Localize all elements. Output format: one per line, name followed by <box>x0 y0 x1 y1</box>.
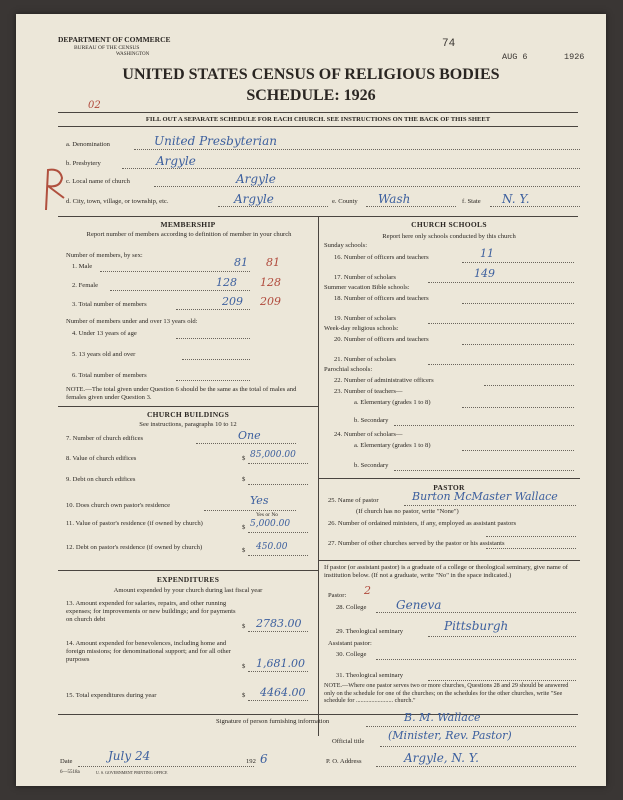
presbytery-label: b. Presbytery <box>66 160 101 167</box>
membership-intro: Report number of members according to definition of member in your church <box>86 231 292 238</box>
red-code-mark: 02 <box>88 100 101 111</box>
q28-label: 28. College <box>336 604 367 611</box>
denomination-label: a. Denomination <box>66 141 110 148</box>
q17-label: 17. Number of scholars <box>334 274 396 281</box>
q14-value: 1,681.00 <box>256 657 305 670</box>
edifice-value-label: 8. Value of church edifices <box>66 455 137 462</box>
q24b-label: b. Secondary <box>354 462 389 469</box>
residence-debt-value: 450.00 <box>256 542 288 552</box>
total-members-red-check: 209 <box>260 295 281 308</box>
county-label: e. County <box>332 198 358 205</box>
residence-value: Yes <box>250 494 269 507</box>
dept-label: DEPARTMENT OF COMMERCE <box>58 35 171 44</box>
female-value: 128 <box>216 276 237 289</box>
female-red-check: 128 <box>260 276 281 289</box>
q25-value: Burton McMaster Wallace <box>412 490 558 503</box>
county-value: Wash <box>378 192 411 206</box>
pastor-subheading: Pastor: <box>328 592 347 599</box>
total-members-value: 209 <box>222 295 243 308</box>
q25-label: 25. Name of pastor <box>328 497 379 504</box>
parochial-schools-label: Parochial schools: <box>324 366 373 373</box>
year-suffix: 6 <box>260 752 268 766</box>
year-prefix: 192 <box>246 758 256 765</box>
q29-value: Pittsburgh <box>444 619 509 633</box>
q24a-label: a. Elementary (grades 1 to 8) <box>354 442 431 449</box>
address-value: Argyle, N. Y. <box>404 751 479 765</box>
official-title-value: (Minister, Rev. Pastor) <box>388 729 512 742</box>
q18-label: 18. Number of officers and teachers <box>334 295 429 302</box>
residence-label: 10. Does church own pastor's residence <box>66 502 171 509</box>
q20-label: 20. Number of officers and teachers <box>334 336 429 343</box>
residence-value-value: 5,000.00 <box>250 519 291 529</box>
expenditures-intro: Amount expended by your church during last fiscal year <box>113 587 263 594</box>
q16-value: 11 <box>480 247 494 260</box>
date-value: July 24 <box>108 749 151 763</box>
assistant-subheading: Assistant pastor: <box>328 640 372 647</box>
q22-label: 22. Number of administrative officers <box>334 377 434 384</box>
q13-value: 2783.00 <box>256 617 302 630</box>
male-label: 1. Male <box>72 263 93 270</box>
location-label: d. City, town, village, or township, etc. <box>66 198 169 205</box>
form-number: 74 <box>442 38 456 50</box>
q16-label: 16. Number of officers and teachers <box>334 254 429 261</box>
denomination-value: United Presbyterian <box>154 134 278 148</box>
schools-intro: Report here only schools conducted by this church <box>382 233 516 240</box>
total6-label: 6. Total number of members <box>72 372 147 379</box>
membership-note: NOTE.—The total given under Question 6 should be the same as the total of males and females given under Question 3. <box>66 386 297 401</box>
pastor-red-mark: 2 <box>364 584 371 597</box>
instructions-line: FILL OUT A SEPARATE SCHEDULE FOR EACH CHURCH. SEE INSTRUCTIONS ON THE BACK OF THIS SHEET <box>145 116 491 123</box>
yes-no-hint: Yes or No <box>256 512 279 518</box>
by-sex-label: Number of members, by sex: <box>66 252 143 259</box>
city-label: WASHINGTON <box>116 52 150 57</box>
signature-value: B. M. Wallace <box>404 711 481 724</box>
male-value: 81 <box>234 256 248 269</box>
location-value: Argyle <box>234 192 274 206</box>
schools-heading: CHURCH SCHOOLS <box>411 220 487 229</box>
q24-label: 24. Number of scholars— <box>334 431 403 438</box>
residence-value-label: 11. Value of pastor's residence (if owned by church) <box>66 520 203 527</box>
q23b-label: b. Secondary <box>354 417 389 424</box>
q23-label: 23. Number of teachers— <box>334 388 403 395</box>
q30-label: 30. College <box>336 651 367 658</box>
weekday-schools-label: Week-day religious schools: <box>324 325 399 332</box>
official-title-label: Official title <box>332 738 365 745</box>
q26-label: 26. Number of ordained ministers, if any, employed as assistant pastors <box>328 520 517 527</box>
over13-label: 5. 13 years old and over <box>72 351 136 358</box>
q23a-label: a. Elementary (grades 1 to 8) <box>354 399 431 406</box>
under13-label: 4. Under 13 years of age <box>72 330 137 337</box>
sunday-schools-label: Sunday schools: <box>324 242 368 249</box>
bureau-label: BUREAU OF THE CENSUS <box>74 45 140 51</box>
edifice-value-value: 85,000.00 <box>250 450 296 460</box>
q15-label: 15. Total expenditures during year <box>66 692 157 699</box>
red-check-mark <box>36 164 70 214</box>
address-label: P. O. Address <box>326 758 362 765</box>
membership-heading: MEMBERSHIP <box>160 220 216 229</box>
q17-value: 149 <box>474 267 495 280</box>
female-label: 2. Female <box>72 282 99 289</box>
state-label: f. State <box>462 198 481 205</box>
q14-label: 14. Amount expended for benevolences, including home and foreign missions; for denominational support; and for all other purposes <box>66 640 231 663</box>
q27-label: 27. Number of other churches served by the pastor or his assistants <box>328 540 505 547</box>
date-label: Date <box>60 758 73 765</box>
q25-note: (If church has no pastor, write "None") <box>356 508 459 515</box>
census-schedule-sheet: DEPARTMENT OF COMMERCE BUREAU OF THE CENSUS WASHINGTON 74 AUG 6 1926 UNITED STATES CENSUS OF RELIGIOUS BODIES SCHEDULE: 1926 02 FILL OUT A SEPARATE SCHEDULE FOR EACH CHURCH. SEE INSTRUCTIONS ON THE BACK OF THIS SHEET a. Denomination United Presbyterian b. Presbytery Argyle c. Local name of church Argyle d. City, town, village, or township, etc. Argyle e. County Wash f. State N. Y. MEMBERSHIP Report number of members according to definition of member in your church Number of members, by sex: 1. Male 81 81 2. Female 128 128 3. Total number of members 209 209 Number of members under and over 13 years old: 4. Under 13 years of age 5. 13 years old and over 6. Total number of members NOTE.—The total given under Question 6 should be the same as the total of males and females given under Question 3. CHURCH BUILDINGS See instructions, paragraphs 10 to 12 7. Number of church edifices One 8. Value of church edifices $ 85,000.00 9. Debt on church edifices $ 10. Does church own pastor's residence Yes Yes or No 11. Value of pastor's residence (if owned by church) $ 5,000.00 12. Debt on pastor's residence (if owned by church) $ 450.00 EXPENDITURES Amount expended by your church during last fiscal year 13. Amount expended for salaries, repairs, and other running expenses; for improvements or new buildings; and for payments on church debt $ 2783.00 14. Amount expended for benevolences, including home and foreign missions; for denominational support; and for all other purposes $ 1,681.00 15. Total expenditures during year $ 4464.00 CHURCH SCHOOLS Report here only schools conducted by this church Sunday schools: 16. Number of officers and teachers 11 17. Number of scholars 149 Summer vacation Bible schools: 18. Number of officers and teachers 19. Number of scholars Week-day religious schools: 20. Number of officers and teachers 21. Number of scholars Parochial schools: 22. Number of administrative officers 23. Number of teachers— a. Elementary (grades 1 to 8) b. Secondary 24. Number of scholars— a. Elementary (grades 1 to 8) b. Secondary PASTOR 25. Name of pastor Burton McMaster Wallace (If church has no pastor, write "None") 26. Number of ordained ministers, if any, employed as assistant pastors 27. Number of other churches served by the pastor or his assistants If pastor (or assistant pastor) is a graduate of a college or theological seminary, give name of institution below. (If not a graduate, write "No" in the space indicated.) Pastor: 2 28. College Geneva 29. Theological seminary Pittsburgh Assistant pastor: 30. College 31. Theological seminary NOTE.—Where one pastor serves two or more churches, Questions 28 and 29 should be answered only on the schedule for one of the churches; on the schedules for the other churches, write "See schedule for ........................ church." Signature of person furnishing information B. M. Wallace Official title (Minister, Rev. Pastor) Date July 24 192 6 P. O. Address Argyle, N. Y. 6—5518a U. S. GOVERNMENT PRINTING OFFICE <box>16 14 606 786</box>
q13-label: 13. Amount expended for salaries, repairs, and other running expenses; for improvements or new buildings; and for payments on church debt <box>66 600 236 623</box>
presbytery-value: Argyle <box>156 154 196 168</box>
buildings-see: See instructions, paragraphs 10 to 12 <box>139 421 237 428</box>
state-value: N. Y. <box>502 192 530 206</box>
total-members-label: 3. Total number of members <box>72 301 147 308</box>
signature-label: Signature of person furnishing information <box>216 718 330 725</box>
form-title: UNITED STATES CENSUS OF RELIGIOUS BODIES <box>122 66 500 83</box>
male-red-check: 81 <box>266 256 280 269</box>
local-name-label: c. Local name of church <box>66 178 130 185</box>
received-stamp-date: AUG 6 <box>502 52 528 62</box>
q28-value: Geneva <box>396 598 442 612</box>
q21-label: 21. Number of scholars <box>334 356 396 363</box>
summer-schools-label: Summer vacation Bible schools: <box>324 284 410 291</box>
residence-debt-label: 12. Debt on pastor's residence (if owned by church) <box>66 544 203 551</box>
pastor-note: NOTE.—Where one pastor serves two or more churches, Questions 28 and 29 should be answered only on the schedule for one of the churches; on the schedules for the other churches, write "See schedule for ........................ church." <box>324 682 569 704</box>
pastor-heading: PASTOR <box>433 483 465 492</box>
by-age-label: Number of members under and over 13 years old: <box>66 318 198 325</box>
q15-value: 4464.00 <box>260 686 306 699</box>
edifices-value: One <box>238 429 261 442</box>
form-subtitle: SCHEDULE: 1926 <box>246 87 376 104</box>
received-stamp-year: 1926 <box>564 52 585 62</box>
graduate-note: If pastor (or assistant pastor) is a graduate of a college or theological seminary, give name of institution below. (If not a graduate, write "No" in the space indicated.) <box>324 564 569 579</box>
q19-label: 19. Number of scholars <box>334 315 396 322</box>
expenditures-heading: EXPENDITURES <box>156 575 220 584</box>
buildings-heading: CHURCH BUILDINGS <box>146 410 230 419</box>
q31-label: 31. Theological seminary <box>336 672 404 679</box>
print-code: 6—5518a <box>60 770 80 775</box>
edifices-label: 7. Number of church edifices <box>66 435 144 442</box>
local-name-value: Argyle <box>236 172 276 186</box>
printing-office: U. S. GOVERNMENT PRINTING OFFICE <box>96 770 168 775</box>
edifice-debt-label: 9. Debt on church edifices <box>66 476 136 483</box>
q29-label: 29. Theological seminary <box>336 628 404 635</box>
